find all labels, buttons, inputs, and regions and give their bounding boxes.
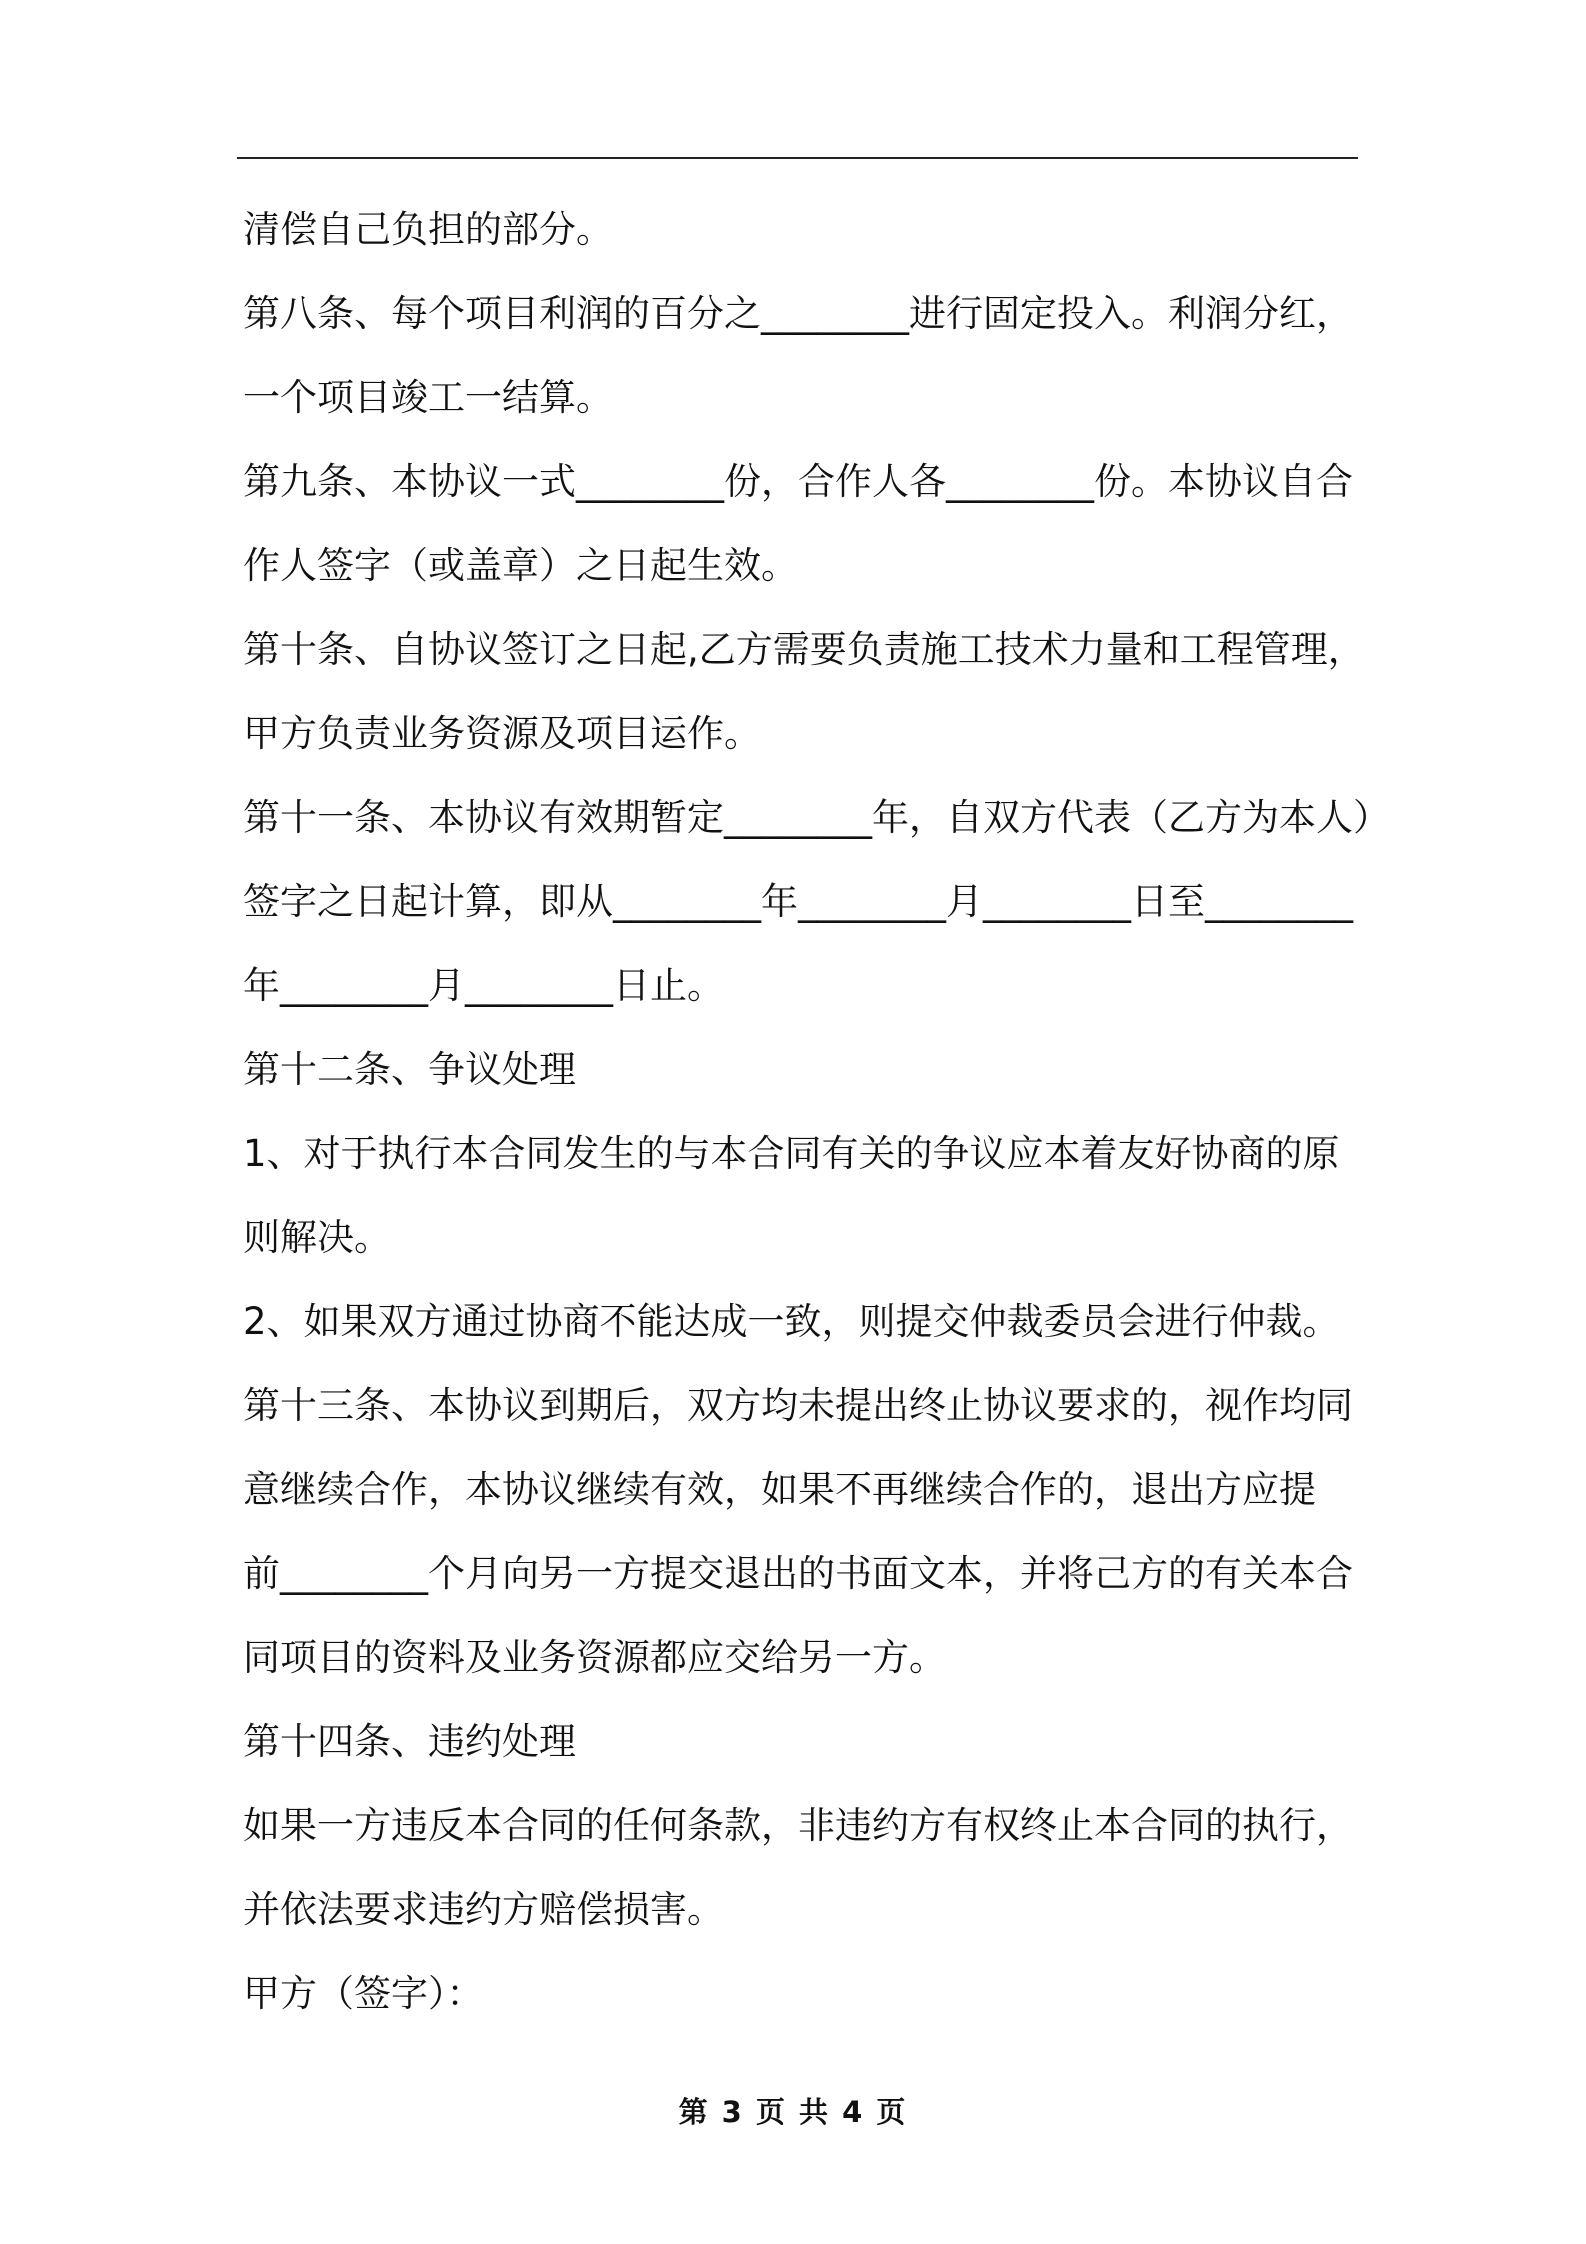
text-line: 第十条、自协议签订之日起,乙方需要负责施工技术力量和工程管理， <box>243 628 1365 671</box>
text-line: 如果一方违反本合同的任何条款，非违约方有权终止本合同的执行， <box>243 1804 1353 1847</box>
text-line: 意继续合作，本协议继续有效，如果不再继续合作的，退出方应提 <box>243 1468 1316 1511</box>
text-line: 一个项目竣工一结算。 <box>243 376 613 419</box>
text-line: 则解决。 <box>243 1216 391 1259</box>
text-line: 第八条、每个项目利润的百分之________进行固定投入。利润分红， <box>243 292 1353 335</box>
text-line: 2、如果双方通过协商不能达成一致，则提交仲裁委员会进行仲裁。 <box>243 1300 1340 1343</box>
text-line: 1、对于执行本合同发生的与本合同有关的争议应本着友好协商的原 <box>243 1132 1340 1175</box>
page-number: 第 3 页 共 4 页 <box>678 2095 908 2129</box>
section-heading: 第十四条、违约处理 <box>243 1720 576 1763</box>
signature-label: 甲方（签字）： <box>243 1972 484 2015</box>
header-divider <box>237 157 1358 159</box>
text-line: 清偿自己负担的部分。 <box>243 208 613 251</box>
text-line: 前________个月向另一方提交退出的书面文本，并将己方的有关本合 <box>243 1552 1353 1595</box>
text-line: 签字之日起计算，即从________年________月________日至________ <box>243 880 1353 923</box>
document-body <box>243 200 1390 2048</box>
text-line: 第十三条、本协议到期后，双方均未提出终止协议要求的，视作均同 <box>243 1384 1353 1427</box>
text-line: 作人签字（或盖章）之日起生效。 <box>243 544 798 587</box>
text-line: 并依法要求违约方赔偿损害。 <box>243 1888 724 1931</box>
section-heading: 第十二条、争议处理 <box>243 1048 576 1091</box>
text-line: 第十一条、本协议有效期暂定________年，自双方代表（乙方为本人） <box>243 796 1390 839</box>
text-line: 同项目的资料及业务资源都应交给另一方。 <box>243 1636 946 1679</box>
text-line: 第九条、本协议一式________份，合作人各________份。本协议自合 <box>243 460 1353 503</box>
text-line: 甲方负责业务资源及项目运作。 <box>243 712 761 755</box>
text-line: 年________月________日止。 <box>243 964 724 1007</box>
